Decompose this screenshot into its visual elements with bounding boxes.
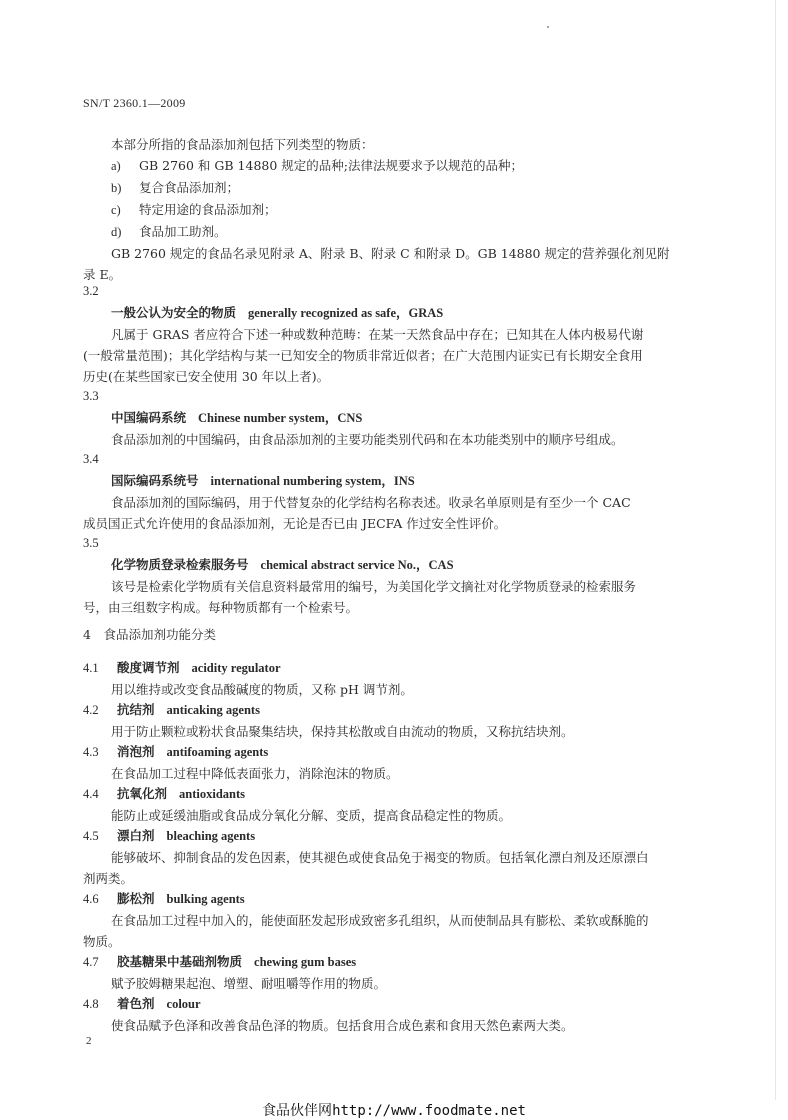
list-text: GB 2760 和 GB 14880 规定的品种;法律法规要求予以规范的品种；: [139, 158, 523, 173]
item-term-en: chewing gum bases: [254, 955, 357, 969]
item-term-en: antioxidants: [179, 787, 246, 801]
term-en: Chinese number system，CNS: [198, 411, 363, 425]
term-zh: 一般公认为安全的物质: [111, 305, 237, 320]
definition-line: 食品添加剂的国际编码，用于代替复杂的化学结构名称表述。收录名单原则是有至少一个 CAC: [111, 495, 631, 510]
chapter-heading: 4 食品添加剂功能分类: [83, 627, 216, 642]
term-en: chemical abstract service No.，CAS: [260, 558, 454, 572]
item-term-zh: 抗氧化剂: [117, 786, 168, 801]
list-item-a: [83, 155, 703, 177]
item-4-3: [83, 741, 703, 784]
definition-line: 号，由三组数字构成。每种物质都有一个检索号。: [83, 600, 359, 615]
item-heading: [83, 699, 703, 721]
item-term-zh: 消泡剂: [117, 744, 155, 759]
item-number: 4.4: [83, 787, 99, 801]
intro-block: [83, 134, 703, 285]
item-heading: [83, 783, 703, 805]
page-edge-line: [775, 0, 776, 1100]
item-4-4: [83, 783, 703, 826]
section-number: 3.3: [83, 389, 99, 403]
item-term-zh: 着色剂: [117, 996, 155, 1011]
term-heading: [83, 554, 703, 576]
definition-line: (一般常量范围)；其化学结构与某一已知安全的物质非常近似者；在广大范围内证实已有长期安全食用: [83, 348, 643, 363]
section-number: 3.5: [83, 536, 99, 550]
list-label: a): [111, 159, 121, 173]
item-line: 用于防止颗粒或粉状食品聚集结块，保持其松散或自由流动的物质，又称抗结块剂。: [111, 724, 574, 739]
page-number: 2: [86, 1035, 92, 1047]
definition-line: 成员国正式允许使用的食品添加剂，无论是否已由 JECFA 作过安全性评价。: [83, 516, 507, 531]
list-text: 特定用途的食品添加剂；: [139, 202, 277, 217]
definition-line: 食品添加剂的中国编码，由食品添加剂的主要功能类别代码和在本功能类别中的顺序号组成。: [111, 432, 624, 447]
item-number: 4.5: [83, 829, 99, 843]
chapter-4: [83, 624, 703, 645]
item-heading: [83, 741, 703, 763]
section-3-5: [83, 533, 703, 618]
item-number: 4.2: [83, 703, 99, 717]
item-4-2: [83, 699, 703, 742]
item-heading: [83, 951, 703, 973]
item-term-en: antifoaming agents: [166, 745, 269, 759]
section-number: 3.2: [83, 284, 99, 298]
item-line: 使食品赋予色泽和改善食品色泽的物质。包括食用合成色素和食用天然色素两大类。: [111, 1018, 574, 1033]
item-line: 能防止或延缓油脂或食品成分氧化分解、变质，提高食品稳定性的物质。: [111, 808, 512, 823]
definition-line: 历史(在某些国家已安全使用 30 年以上者)。: [83, 369, 330, 384]
item-term-en: acidity regulator: [191, 661, 281, 675]
term-heading: [83, 470, 703, 492]
item-heading: [83, 888, 703, 910]
item-number: 4.7: [83, 955, 99, 969]
term-en: generally recognized as safe，GRAS: [248, 306, 444, 320]
item-term-zh: 抗结剂: [117, 702, 155, 717]
item-line: 在食品加工过程中降低表面张力，消除泡沫的物质。: [111, 766, 399, 781]
item-heading: [83, 825, 703, 847]
item-4-7: [83, 951, 703, 994]
item-line: 能够破坏、抑制食品的发色因素，使其褪色或使食品免于褐变的物质。包括氧化漂白剂及还原漂白: [111, 850, 649, 865]
intro-note-line-1: GB 2760 规定的食品名录见附录 A、附录 B、附录 C 和附录 D。GB 14880 规定的营养强化剂见附: [111, 246, 670, 261]
item-term-zh: 漂白剂: [117, 828, 155, 843]
intro-note-line-2: 录 E。: [83, 267, 122, 282]
item-term-en: bleaching agents: [166, 829, 256, 843]
term-zh: 中国编码系统: [111, 410, 187, 425]
term-zh: 国际编码系统号: [111, 473, 199, 488]
item-term-en: colour: [166, 997, 201, 1011]
item-line: 剂两类。: [83, 871, 134, 886]
term-heading: [83, 407, 703, 429]
term-zh: 化学物质登录检索服务号: [111, 557, 249, 572]
item-line: 用以维持或改变食品酸碱度的物质，又称 pH 调节剂。: [111, 682, 413, 697]
item-number: 4.6: [83, 892, 99, 906]
document-id: SN/T 2360.1—2009: [83, 96, 186, 110]
term-en: international numbering system，INS: [210, 474, 415, 488]
list-label: c): [111, 203, 121, 217]
scan-speck: [547, 26, 549, 28]
item-4-1: [83, 657, 703, 700]
section-3-3: [83, 386, 703, 450]
list-label: d): [111, 225, 122, 239]
section-3-4: [83, 449, 703, 534]
item-line: 物质。: [83, 934, 121, 949]
item-term-en: anticaking agents: [166, 703, 260, 717]
section-number: 3.4: [83, 452, 99, 466]
footer-site-name: 食品伙伴网: [262, 1103, 333, 1119]
footer-watermark: [0, 1100, 788, 1120]
item-heading: [83, 657, 703, 679]
item-line: 在食品加工过程中加入的，能使面胚发起形成致密多孔组织，从而使制品具有膨松、柔软或酥脆的: [111, 913, 649, 928]
list-text: 食品加工助剂。: [139, 224, 227, 239]
section-3-2: [83, 281, 703, 387]
list-label: b): [111, 181, 122, 195]
item-number: 4.1: [83, 661, 99, 675]
definition-line: 该号是检索化学物质有关信息资料最常用的编号，为美国化学文摘社对化学物质登录的检索服务: [111, 579, 637, 594]
term-heading: [83, 302, 703, 324]
item-4-5: [83, 825, 703, 889]
item-4-6: [83, 888, 703, 952]
intro-lead: 本部分所指的食品添加剂包括下列类型的物质：: [111, 137, 374, 152]
item-line: 赋予胶姆糖果起泡、增塑、耐咀嚼等作用的物质。: [111, 976, 387, 991]
list-item-c: [83, 199, 703, 221]
list-item-b: [83, 177, 703, 199]
item-heading: [83, 993, 703, 1015]
item-term-zh: 膨松剂: [117, 891, 155, 906]
footer-url-link[interactable]: http://www.foodmate.net: [332, 1103, 526, 1119]
definition-line: 凡属于 GRAS 者应符合下述一种或数种范畴：在某一天然食品中存在；已知其在人体内极易代谢: [111, 327, 644, 342]
item-number: 4.8: [83, 997, 99, 1011]
item-term-en: bulking agents: [166, 892, 245, 906]
list-item-d: [83, 221, 703, 243]
item-4-8: [83, 993, 703, 1036]
item-number: 4.3: [83, 745, 99, 759]
item-term-zh: 酸度调节剂: [117, 660, 180, 675]
list-text: 复合食品添加剂；: [139, 180, 240, 195]
item-term-zh: 胶基糖果中基础剂物质: [117, 954, 243, 969]
